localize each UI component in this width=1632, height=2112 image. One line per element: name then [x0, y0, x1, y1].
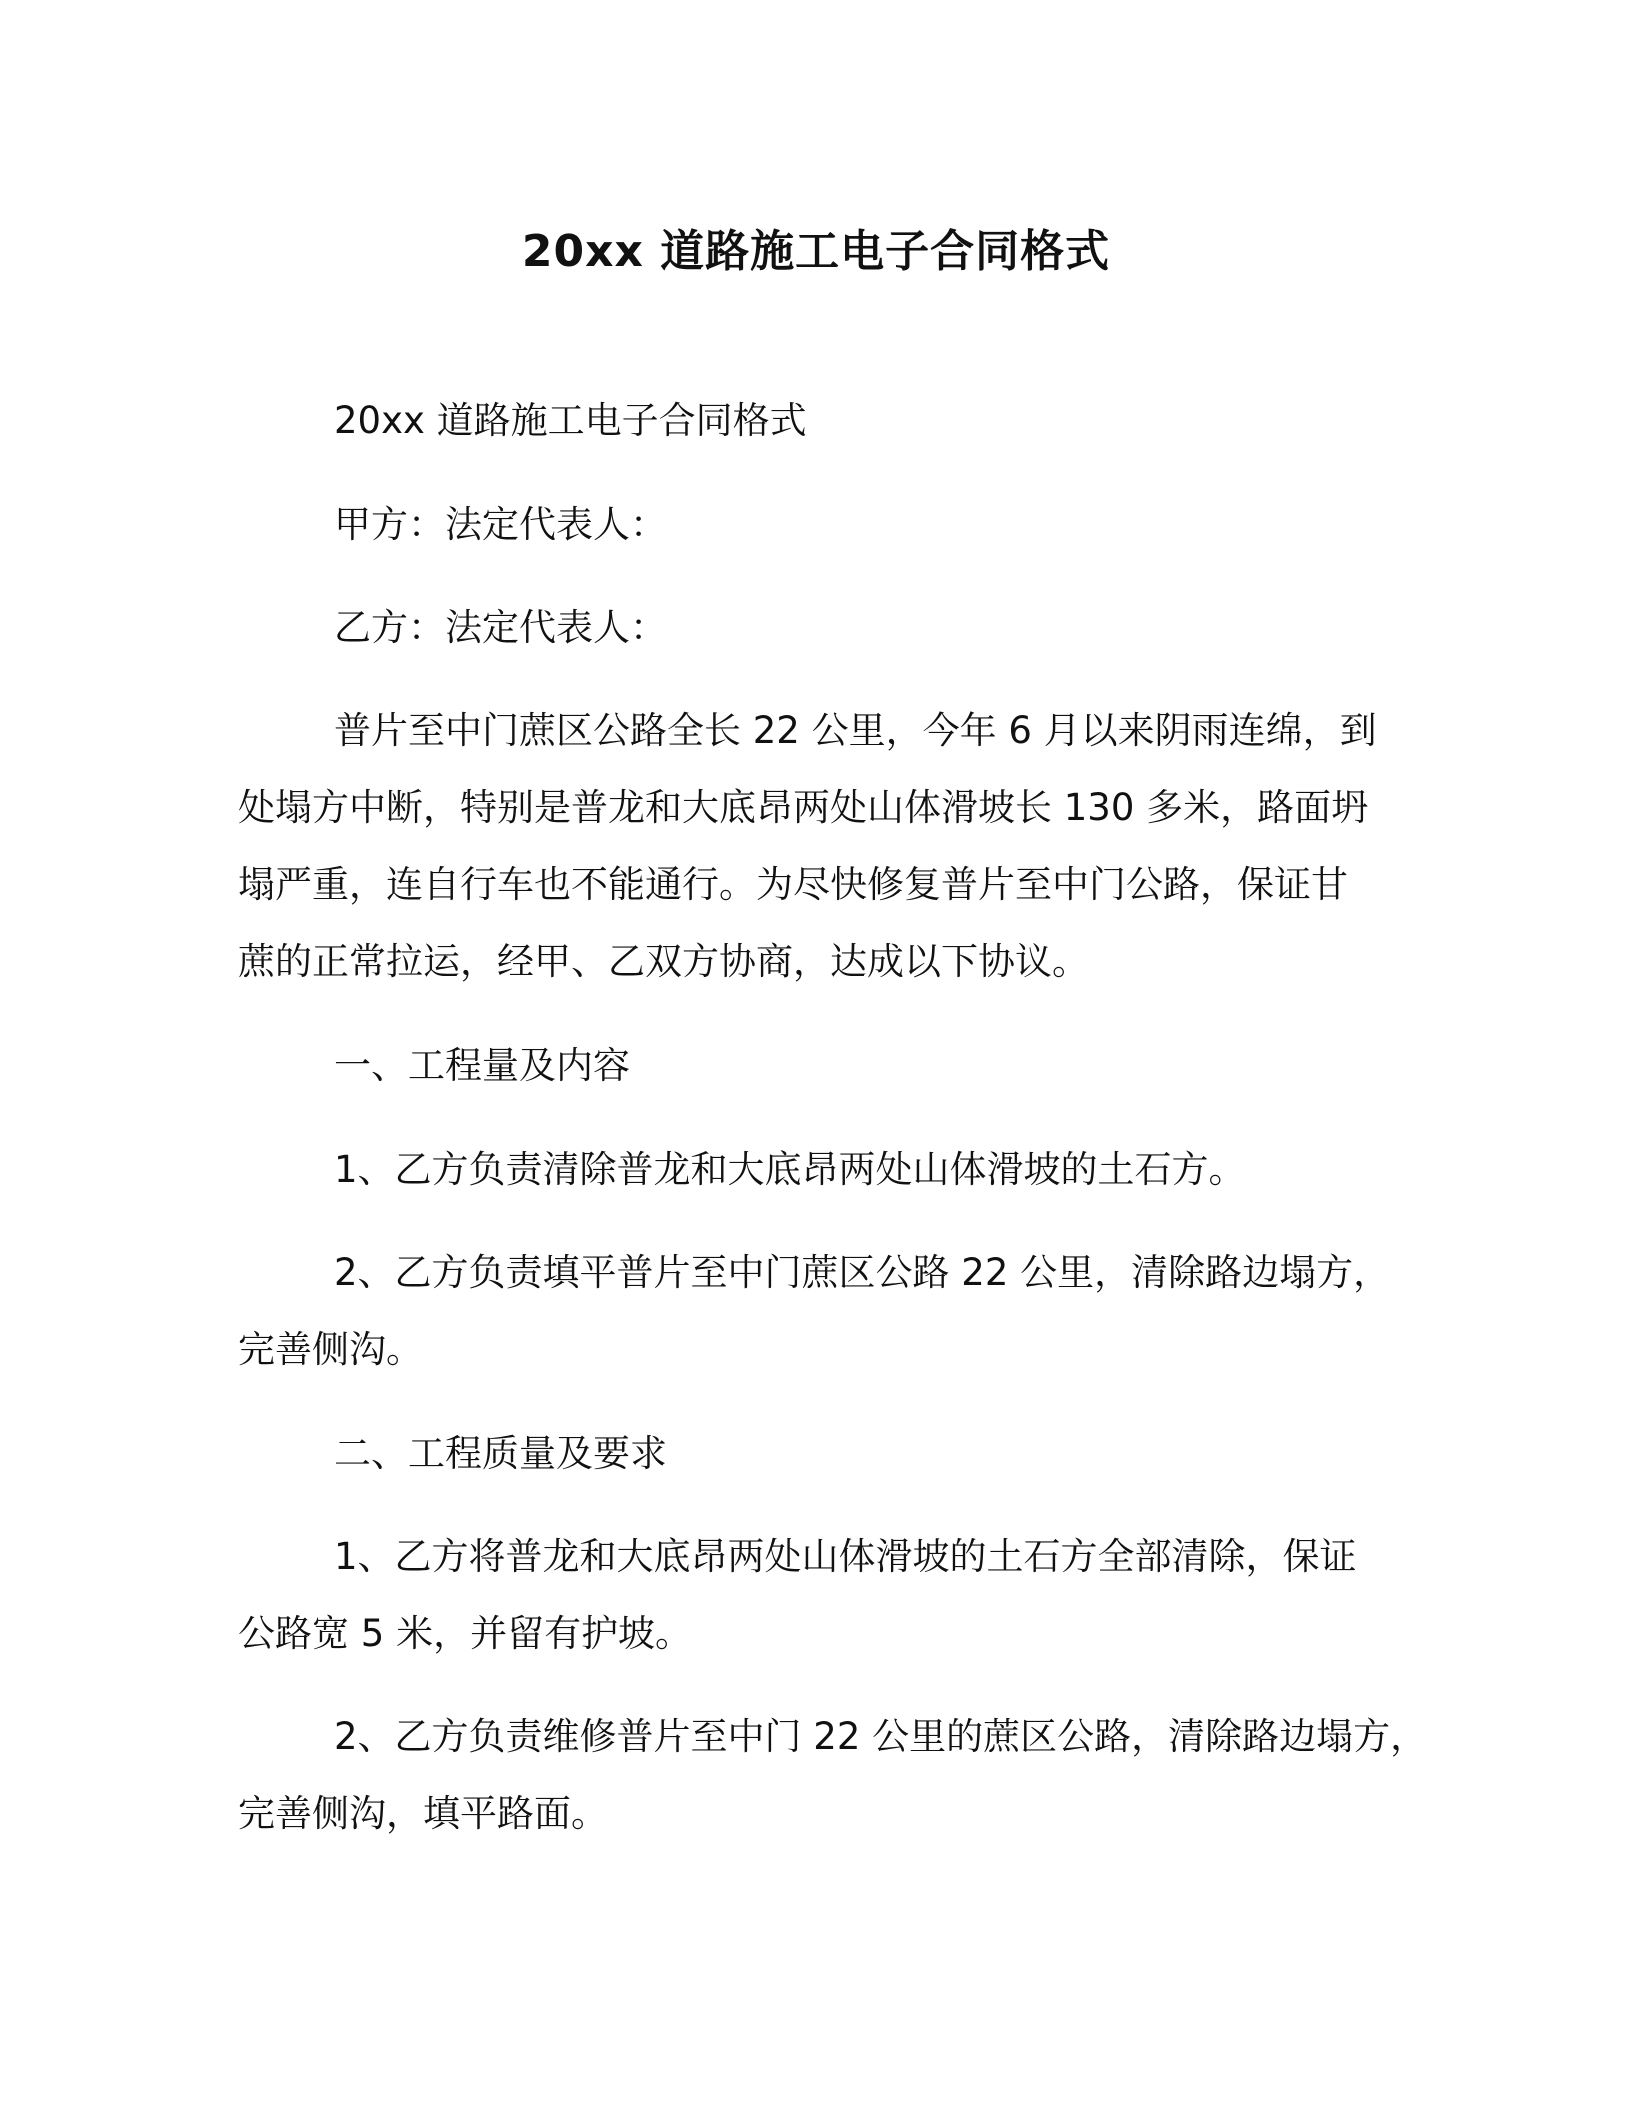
- section-2-item-1-line-2: 公路宽 5 米，并留有护坡。: [238, 1612, 693, 1655]
- section-2-item-2-line-1: 2、乙方负责维修普片至中门 22 公里的蔗区公路，清除路边塌方，: [334, 1715, 1428, 1758]
- intro-line-1: 普片至中门蔗区公路全长 22 公里，今年 6 月以来阴雨连绵，到: [334, 709, 1377, 752]
- party-b-line: 乙方：法定代表人：: [334, 606, 667, 649]
- document-title: 20xx 道路施工电子合同格式: [521, 226, 1111, 277]
- section-2-heading: 二、工程质量及要求: [334, 1432, 667, 1475]
- document-subtitle: 20xx 道路施工电子合同格式: [334, 399, 807, 442]
- intro-line-2: 处塌方中断，特别是普龙和大底昂两处山体滑坡长 130 多米，路面坍: [238, 786, 1369, 829]
- section-1-heading: 一、工程量及内容: [334, 1044, 630, 1087]
- section-1-item-1: 1、乙方负责清除普龙和大底昂两处山体滑坡的土石方。: [334, 1148, 1246, 1191]
- intro-line-4: 蔗的正常拉运，经甲、乙双方协商，达成以下协议。: [238, 940, 1089, 983]
- party-a-line: 甲方：法定代表人：: [334, 503, 667, 546]
- section-2-item-1-line-1: 1、乙方将普龙和大底昂两处山体滑坡的土石方全部清除，保证: [334, 1535, 1357, 1578]
- intro-line-3: 塌严重，连自行车也不能通行。为尽快修复普片至中门公路，保证甘: [238, 863, 1348, 906]
- section-2-item-2-line-2: 完善侧沟，填平路面。: [238, 1792, 608, 1835]
- section-1-item-2-line-1: 2、乙方负责填平普片至中门蔗区公路 22 公里，清除路边塌方，: [334, 1251, 1391, 1294]
- section-1-item-2-line-2: 完善侧沟。: [238, 1328, 423, 1371]
